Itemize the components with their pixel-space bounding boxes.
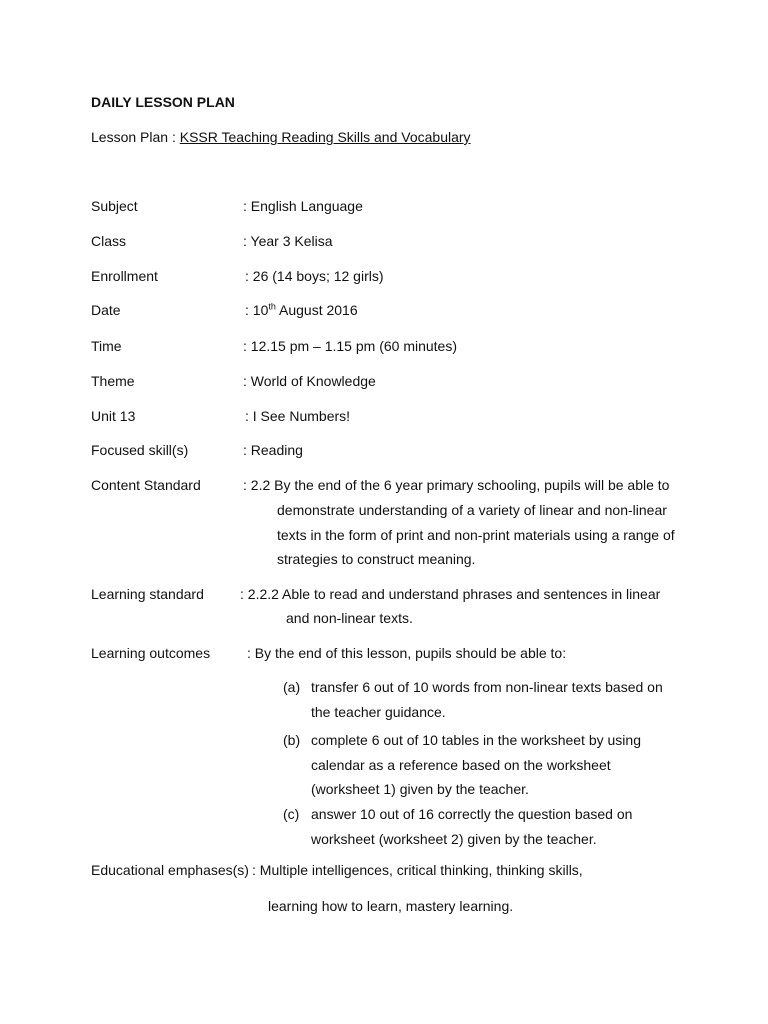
document-title: DAILY LESSON PLAN <box>91 94 235 110</box>
lesson-plan-line <box>91 128 471 146</box>
educational-emphases-value-continued: learning how to learn, mastery learning. <box>268 898 514 914</box>
learning-standard-label: Learning standard <box>91 586 204 602</box>
enrollment-label: Enrollment <box>91 268 158 284</box>
unit-label: Unit 13 <box>91 408 136 424</box>
learning-standard-line: : 2.2.2 Able to read and understand phrases and sentences in linear <box>240 586 661 602</box>
outcome-line: answer 10 out of 16 correctly the question based on <box>311 806 633 822</box>
content-standard-line: : 2.2 By the end of the 6 year primary schooling, pupils will be able to <box>243 477 670 493</box>
content-standard-label: Content Standard <box>91 477 201 493</box>
enrollment-value: : 26 (14 boys; 12 girls) <box>245 268 384 284</box>
focused-skill-label: Focused skill(s) <box>91 442 189 458</box>
learning-standard-line: and non-linear texts. <box>286 610 413 626</box>
content-standard-line: texts in the form of print and non-print materials using a range of <box>277 527 675 543</box>
lesson-plan-value: KSSR Teaching Reading Skills and Vocabulary <box>179 129 471 145</box>
outcome-marker: (c) <box>283 806 300 822</box>
learning-outcomes-label: Learning outcomes <box>91 645 211 661</box>
date-value: : 10th August 2016 <box>245 301 358 318</box>
theme-label: Theme <box>91 373 135 389</box>
outcome-line: worksheet (worksheet 2) given by the teacher. <box>311 830 597 847</box>
date-label: Date <box>91 302 121 318</box>
focused-skill-value: : Reading <box>243 442 303 458</box>
outcome-line: (worksheet 1) given by the teacher. <box>311 781 529 797</box>
outcome-marker: (a) <box>283 679 301 695</box>
lesson-plan-label: Lesson Plan : <box>91 129 176 145</box>
educational-emphases-value: : Multiple intelligences, critical thinking, thinking skills, <box>252 862 583 878</box>
subject-value: : English Language <box>243 198 363 214</box>
outcome-marker: (b) <box>283 732 301 748</box>
content-standard-line: demonstrate understanding of a variety of linear and non-linear <box>277 502 667 518</box>
outcome-line: transfer 6 out of 10 words from non-linear texts based on <box>311 679 663 695</box>
outcome-line: complete 6 out of 10 tables in the worksheet by using <box>311 732 641 748</box>
time-label: Time <box>91 338 122 354</box>
educational-emphases-label: Educational emphases(s) <box>91 862 249 878</box>
class-label: Class <box>91 233 127 249</box>
theme-value: : World of Knowledge <box>243 373 376 389</box>
learning-outcomes-intro: : By the end of this lesson, pupils should be able to: <box>247 645 567 661</box>
class-value: : Year 3 Kelisa <box>243 233 333 249</box>
time-value: : 12.15 pm – 1.15 pm (60 minutes) <box>243 338 457 354</box>
unit-value: : I See Numbers! <box>245 408 351 424</box>
outcome-line: the teacher guidance. <box>311 703 446 720</box>
outcome-line: calendar as a reference based on the worksheet <box>311 756 611 773</box>
content-standard-line: strategies to construct meaning. <box>277 551 476 567</box>
subject-label: Subject <box>91 198 138 214</box>
